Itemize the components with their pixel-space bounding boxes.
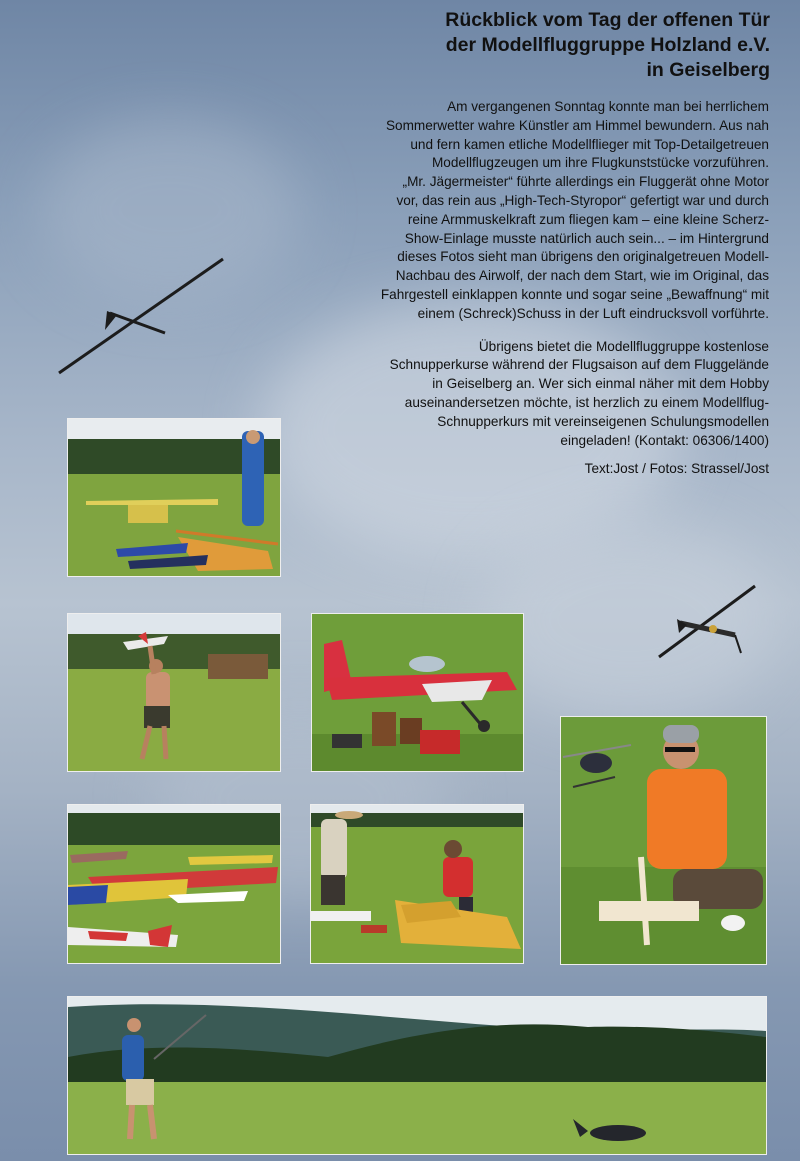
- text-line: „Mr. Jägermeister“ führte allerdings ein Fluggerät ohne Motor: [402, 174, 769, 190]
- text-line: Am vergangenen Sonntag konnte man bei herrlichem: [447, 99, 769, 114]
- article-paragraph-2: [314, 338, 769, 451]
- photo-man-with-orange-shirt-and-helicopter: [560, 716, 767, 965]
- text-line: auseinandersetzen möchte, ist herzlich zu einem Modellflug-: [404, 394, 769, 410]
- text-line: Nachbau des Airwolf, der nach dem Start, wie im Original, das: [395, 268, 769, 284]
- text-line: dieses Fotos sieht man übrigens den originalgetreuen Modell-: [397, 249, 769, 265]
- headline-line: der Modellfluggruppe Holzland e.V.: [445, 34, 770, 56]
- glider-illustration: [55, 255, 230, 380]
- text-line: Schnupperkurs mit vereinseigenen Schulungsmodellen: [437, 413, 769, 429]
- text-line: einem (Schreck)Schuss in der Luft eindrucksvoll vorführte.: [417, 305, 769, 321]
- photo-red-aerobatic-plane: [311, 613, 524, 772]
- text-line: eingeladen! (Kontakt: 06306/1400): [560, 432, 769, 448]
- text-line: reine Armmuskelkraft zum fliegen kam – eine kleine Scherz-: [407, 211, 769, 227]
- text-line: Modellflugzeugen um ihre Flugkunststücke vorzuführen.: [431, 155, 769, 171]
- photo-panorama-pilot-and-helicopter: [67, 996, 767, 1155]
- article-body: [314, 98, 769, 464]
- article-headline: [350, 8, 770, 83]
- headline-line: in Geiselberg: [646, 59, 770, 81]
- text-line: Übrigens bietet die Modellfluggruppe kostenlose: [478, 338, 769, 354]
- text-line: Sommerwetter wahre Künstler am Himmel bewundern. Aus nah: [385, 117, 769, 133]
- headline-line: Rückblick vom Tag der offenen Tür: [445, 9, 770, 31]
- text-line: Show-Einlage musste natürlich auch sein... – im Hintergrund: [404, 230, 769, 246]
- text-line: Fahrgestell einklappen konnte und sogar seine „Bewaffnung“ mit: [380, 286, 769, 302]
- photo-lineup-of-planes: [67, 804, 281, 964]
- photo-boy-with-yellow-plane: [310, 804, 524, 964]
- text-line: und fern kamen etliche Modellflieger mit Top-Detailgetreuen: [410, 136, 769, 152]
- photo-credit: Text:Jost / Fotos: Strassel/Jost: [584, 461, 769, 476]
- photo-launching-foam-plane: [67, 613, 281, 772]
- text-line: vor, das rein aus „High-Tech-Styropor“ gefertigt war und durch: [396, 192, 769, 208]
- text-line: in Geiselberg an. Wer sich einmal näher mit dem Hobby: [432, 376, 769, 392]
- plane-illustration: [655, 583, 760, 661]
- photo-pilot-with-planes: [67, 418, 281, 577]
- text-line: Schnupperkurse während der Flugsaison auf dem Fluggelände: [389, 357, 769, 373]
- article-paragraph-1: [314, 98, 769, 324]
